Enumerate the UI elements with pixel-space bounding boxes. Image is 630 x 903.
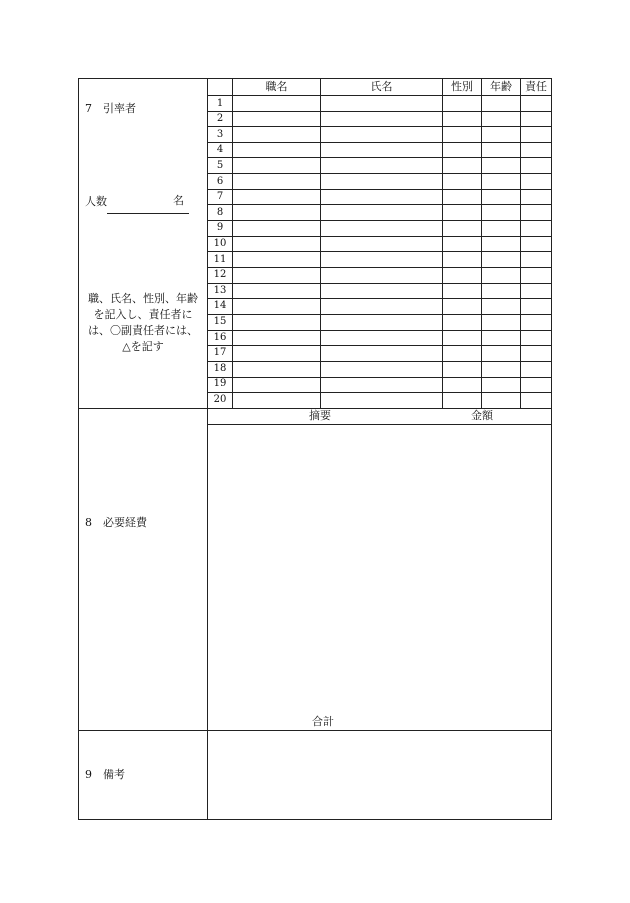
expenses-total-label: 合計 [312, 715, 334, 728]
instruction-note-line: は、〇副責任者には、 [88, 324, 198, 337]
roster-col-divider-gender [481, 79, 482, 408]
row-number: 9 [216, 222, 224, 234]
row-number: 3 [216, 128, 224, 140]
header-role: 責任 [525, 80, 547, 93]
row-number: 7 [216, 191, 224, 203]
expenses-summary-header: 摘要 [309, 409, 331, 422]
roster-row-line [207, 283, 551, 284]
roster-row-line [207, 236, 551, 237]
roster-row-line [207, 330, 551, 331]
section8-title: 8 必要経費 [85, 516, 147, 529]
row-number: 18 [213, 362, 227, 374]
instruction-note [79, 291, 207, 355]
roster-row-line [207, 189, 551, 190]
row-number: 12 [213, 269, 227, 281]
section7-title: 7 引率者 [85, 102, 136, 115]
roster-col-divider-age [520, 79, 521, 408]
row-number: 1 [216, 97, 224, 109]
roster-row-line [207, 361, 551, 362]
instruction-note-line: 職、氏名、性別、年齢 [88, 292, 198, 305]
row-number: 11 [213, 253, 227, 265]
row-number: 15 [213, 315, 227, 327]
roster-row-line [207, 126, 551, 127]
expenses-amount-header: 金額 [471, 409, 493, 422]
roster-row-line [207, 173, 551, 174]
roster-row-line [207, 111, 551, 112]
roster-row-line [207, 392, 551, 393]
header-gender: 性別 [451, 80, 473, 93]
application-form [78, 78, 552, 820]
roster-row-line [207, 251, 551, 252]
roster-row-line [207, 204, 551, 205]
row-number: 20 [213, 393, 227, 405]
header-position: 職名 [265, 80, 288, 93]
roster-row-line [207, 142, 551, 143]
headcount-input-line[interactable] [107, 213, 189, 214]
header-age: 年齢 [490, 80, 512, 93]
row-number: 10 [213, 237, 227, 249]
headcount-unit: 名 [173, 194, 184, 207]
instruction-note-line: △を記す [122, 340, 164, 353]
instruction-note-line: を記入し、責任者に [93, 308, 193, 321]
roster-header-line [207, 95, 551, 96]
roster-row-line [207, 157, 551, 158]
roster-row-line [207, 314, 551, 315]
row-number: 13 [213, 284, 227, 296]
roster-row-line [207, 377, 551, 378]
roster-col-divider-position [320, 79, 321, 408]
headcount-label: 人数 [85, 195, 107, 208]
roster-row-line [207, 220, 551, 221]
row-number: 2 [216, 113, 224, 125]
row-number: 8 [216, 206, 224, 218]
row-number: 4 [216, 144, 224, 156]
roster-row-line [207, 345, 551, 346]
section9-title: 9 備考 [85, 768, 125, 781]
row-number: 14 [213, 300, 227, 312]
header-name: 氏名 [370, 80, 393, 93]
row-number: 6 [216, 175, 224, 187]
roster-row-line [207, 267, 551, 268]
remarks-area[interactable] [208, 731, 551, 819]
roster-col-divider-name [442, 79, 443, 408]
roster-col-divider-num [232, 79, 233, 408]
row-number: 17 [213, 347, 227, 359]
expenses-header-line [207, 424, 551, 425]
row-number: 16 [213, 331, 227, 343]
row-number: 19 [213, 378, 227, 390]
row-number: 5 [216, 159, 224, 171]
roster-row-line [207, 298, 551, 299]
